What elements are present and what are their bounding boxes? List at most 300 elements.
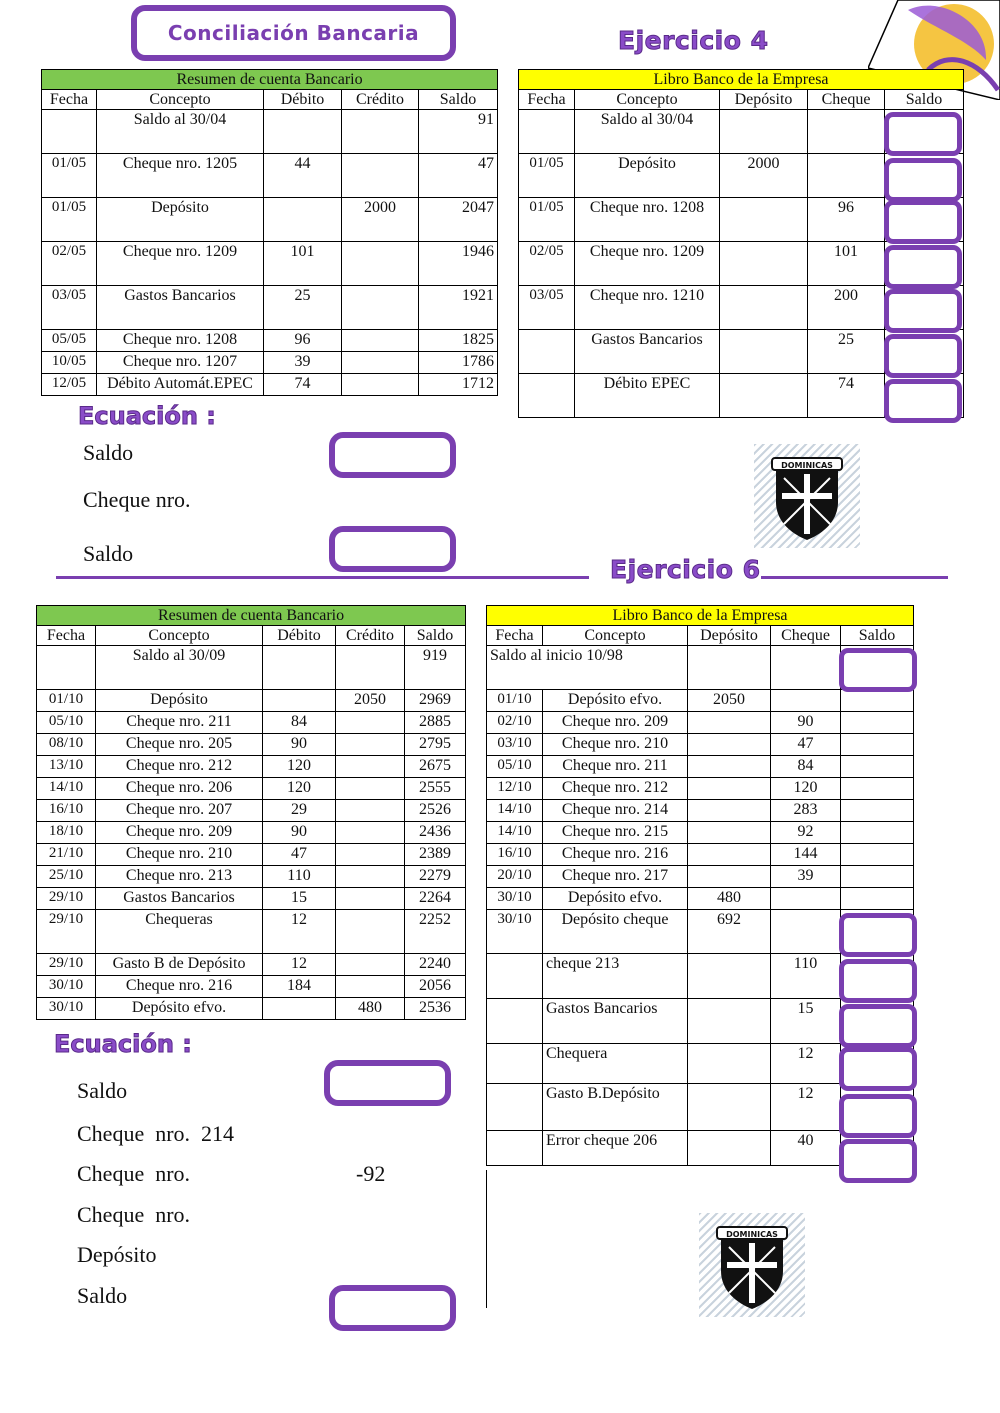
ex6-bank-cell: Chequeras <box>96 910 263 954</box>
ex6-company-cell: 01/10 <box>487 690 543 712</box>
ex6-company-header-4: Saldo <box>841 626 914 646</box>
ex6-eq-line-1: Saldo <box>77 1078 128 1103</box>
ex4-bank-cell <box>342 242 419 286</box>
ex6-company-row <box>487 800 914 822</box>
ex4-bank-row <box>42 286 498 330</box>
ex4-saldo-input-7[interactable] <box>884 379 962 423</box>
ex6-bank-cell <box>263 690 336 712</box>
ex6-company-cell <box>841 690 914 712</box>
ex4-company-cell <box>808 110 885 154</box>
ex4-company-cell: Débito EPEC <box>575 374 720 418</box>
ex6-bank-cell: 12 <box>263 910 336 954</box>
ex6-bank-cell: 29/10 <box>37 910 96 954</box>
ex6-bank-cell: 480 <box>336 998 405 1020</box>
ex4-bank-row <box>42 330 498 352</box>
ex6-bank-header-1: Concepto <box>96 626 263 646</box>
ex6-company-cell <box>487 1044 543 1084</box>
ex6-bank-cell <box>336 646 405 690</box>
ex4-company-cell: 25 <box>808 330 885 374</box>
ex4-bank-cell <box>342 352 419 374</box>
ex6-bank-cell: 2675 <box>405 756 466 778</box>
ex4-company-cell: 96 <box>808 198 885 242</box>
ex4-equation-title: Ecuación : <box>78 402 216 430</box>
ex6-bank-caption: Resumen de cuenta Bancario <box>37 606 466 626</box>
exercise-4-title: Ejercicio 4 <box>618 26 769 55</box>
ex6-company-cell: 16/10 <box>487 844 543 866</box>
ex6-bank-cell: 2536 <box>405 998 466 1020</box>
ex4-company-header-1: Concepto <box>575 90 720 110</box>
ex6-company-cell <box>688 1131 771 1166</box>
ex6-company-cell <box>688 844 771 866</box>
ex6-saldo-input-4[interactable] <box>839 1004 917 1048</box>
ex6-bank-row <box>37 646 466 690</box>
ex6-bank-cell: 84 <box>263 712 336 734</box>
logo-text-2: DOMINICAS <box>726 1230 778 1239</box>
ex4-bank-cell: 1712 <box>419 374 498 396</box>
ex4-bank-cell: Cheque nro. 1207 <box>97 352 264 374</box>
ex6-bank-cell: 15 <box>263 888 336 910</box>
school-logo <box>754 444 860 548</box>
ex6-bank-cell: 29 <box>263 800 336 822</box>
ex4-bank-cell: 05/05 <box>42 330 97 352</box>
ex6-bank-cell: Gasto B de Depósito <box>96 954 263 976</box>
ex6-bank-cell <box>263 646 336 690</box>
ex6-company-cell <box>771 888 841 910</box>
ex6-company-cell <box>688 756 771 778</box>
ex4-bank-cell: 12/05 <box>42 374 97 396</box>
ex6-equation-title: Ecuación : <box>54 1030 192 1058</box>
ex6-bank-table <box>36 605 466 1020</box>
ex4-company-cell <box>519 374 575 418</box>
ex4-bank-cell: 10/05 <box>42 352 97 374</box>
ex4-company-cell: Cheque nro. 1209 <box>575 242 720 286</box>
ex6-company-cell: Cheque nro. 214 <box>543 800 688 822</box>
ex6-company-cell <box>841 756 914 778</box>
ex6-bank-cell <box>336 888 405 910</box>
ex4-company-cell: 74 <box>808 374 885 418</box>
ex6-bank-row <box>37 954 466 976</box>
ex6-company-cell <box>688 646 771 690</box>
ex4-company-cell <box>720 242 808 286</box>
ex6-company-row <box>487 844 914 866</box>
ex6-bank-cell: 90 <box>263 734 336 756</box>
ex6-company-cell: Cheque nro. 212 <box>543 778 688 800</box>
ex4-company-cell: 02/05 <box>519 242 575 286</box>
ex4-company-cell <box>519 110 575 154</box>
ex6-eq-line-4: Cheque nro. <box>77 1202 191 1227</box>
ex6-bank-cell <box>336 734 405 756</box>
ex4-company-header-4: Saldo <box>885 90 964 110</box>
ex6-company-cell: 20/10 <box>487 866 543 888</box>
ex4-bank-cell <box>264 110 342 154</box>
ex6-company-row <box>487 888 914 910</box>
ex6-company-cell <box>688 800 771 822</box>
ex6-saldo-input-5[interactable] <box>839 1047 917 1091</box>
ex6-company-row <box>487 690 914 712</box>
ex6-company-cell: 2050 <box>688 690 771 712</box>
ex6-company-cell: 92 <box>771 822 841 844</box>
ex6-company-cell: Cheque nro. 211 <box>543 756 688 778</box>
ex4-company-cell <box>519 330 575 374</box>
ex4-bank-cell: 1786 <box>419 352 498 374</box>
ex6-company-cell: 120 <box>771 778 841 800</box>
ex6-company-cell: 692 <box>688 910 771 954</box>
ex6-bank-cell: 2795 <box>405 734 466 756</box>
ex6-company-cell <box>688 734 771 756</box>
ex6-bank-cell: Depósito <box>96 690 263 712</box>
ex6-company-cell <box>841 822 914 844</box>
ex6-bank-cell: 184 <box>263 976 336 998</box>
ex4-bank-cell: Gastos Bancarios <box>97 286 264 330</box>
ex6-bank-cell: 08/10 <box>37 734 96 756</box>
ex6-bank-cell <box>336 954 405 976</box>
ex4-company-cell: Saldo al 30/04 <box>575 110 720 154</box>
ex6-bank-cell: 2050 <box>336 690 405 712</box>
ex4-eq-saldo-label: Saldo <box>83 440 134 465</box>
ex6-bank-cell <box>336 910 405 954</box>
ex6-company-cell <box>487 1131 543 1166</box>
ex4-bank-cell <box>342 330 419 352</box>
ex6-company-cell: 39 <box>771 866 841 888</box>
ex4-bank-cell: 39 <box>264 352 342 374</box>
ex6-company-cell: 144 <box>771 844 841 866</box>
ex6-bank-row <box>37 712 466 734</box>
ex6-company-cell <box>487 1084 543 1131</box>
ex4-company-cell <box>808 154 885 198</box>
page-title: Conciliación Bancaria <box>131 5 456 61</box>
ex6-company-row <box>487 778 914 800</box>
ex4-bank-cell: 74 <box>264 374 342 396</box>
ex4-company-cell: 101 <box>808 242 885 286</box>
ex6-saldo-input-2[interactable] <box>839 913 917 957</box>
ex6-company-cell: 05/10 <box>487 756 543 778</box>
ex6-bank-cell: Cheque nro. 205 <box>96 734 263 756</box>
ex4-bank-cell: 44 <box>264 154 342 198</box>
ex6-company-cell <box>688 778 771 800</box>
ex6-company-caption: Libro Banco de la Empresa <box>487 606 914 626</box>
ex6-bank-cell: Cheque nro. 216 <box>96 976 263 998</box>
ex6-company-cell: Depósito efvo. <box>543 690 688 712</box>
ex4-bank-row <box>42 154 498 198</box>
ex6-bank-cell <box>336 976 405 998</box>
section-divider-left <box>56 576 589 579</box>
ex6-bank-header-3: Crédito <box>336 626 405 646</box>
ex4-bank-cell: 03/05 <box>42 286 97 330</box>
ex6-company-cell: 12/10 <box>487 778 543 800</box>
ex6-eq-line-5: Depósito <box>77 1242 157 1267</box>
ex4-company-cell: Cheque nro. 1210 <box>575 286 720 330</box>
ex4-company-cell: 03/05 <box>519 286 575 330</box>
ex6-bank-cell: 12 <box>263 954 336 976</box>
ex6-bank-cell: 2056 <box>405 976 466 998</box>
ex6-bank-cell <box>37 646 96 690</box>
ex6-bank-cell: 2240 <box>405 954 466 976</box>
ex6-company-cell <box>688 999 771 1044</box>
ex6-company-row <box>487 866 914 888</box>
ex6-company-cell: Gasto B.Depósito <box>543 1084 688 1131</box>
ex6-bank-header-2: Débito <box>263 626 336 646</box>
ex6-bank-cell: Gastos Bancarios <box>96 888 263 910</box>
ex6-company-cell <box>841 844 914 866</box>
section-divider-right <box>761 576 948 579</box>
ex4-bank-cell: 25 <box>264 286 342 330</box>
ex6-company-cell: 03/10 <box>487 734 543 756</box>
ex4-bank-cell: 1825 <box>419 330 498 352</box>
ex4-bank-cell <box>342 374 419 396</box>
ex4-bank-cell <box>342 110 419 154</box>
ex6-bank-cell <box>336 866 405 888</box>
ex6-company-cell <box>688 1044 771 1084</box>
ex6-bank-cell: Cheque nro. 206 <box>96 778 263 800</box>
ex4-bank-header-4: Saldo <box>419 90 498 110</box>
ex6-bank-cell <box>336 822 405 844</box>
ex6-bank-cell: 47 <box>263 844 336 866</box>
ex6-bank-cell: Cheque nro. 211 <box>96 712 263 734</box>
ex4-bank-header-0: Fecha <box>42 90 97 110</box>
ex6-bank-cell: 13/10 <box>37 756 96 778</box>
ex4-company-cell <box>720 110 808 154</box>
ex6-bank-cell: Cheque nro. 209 <box>96 822 263 844</box>
ex4-company-cell <box>720 198 808 242</box>
ex4-bank-header-3: Crédito <box>342 90 419 110</box>
ex4-bank-caption: Resumen de cuenta Bancario <box>42 70 498 90</box>
ex6-company-cell <box>841 888 914 910</box>
ex6-saldo-input-6[interactable] <box>839 1094 917 1138</box>
ex6-bank-cell: 2279 <box>405 866 466 888</box>
ex4-bank-cell: 47 <box>419 154 498 198</box>
ex6-bank-cell: 14/10 <box>37 778 96 800</box>
ex4-eq-saldo-input[interactable] <box>329 432 456 478</box>
logo-text: DOMINICAS <box>781 461 833 470</box>
ex4-company-cell: 200 <box>808 286 885 330</box>
ex4-bank-cell: 96 <box>264 330 342 352</box>
ex6-company-cell: 90 <box>771 712 841 734</box>
ex4-bank-cell: 02/05 <box>42 242 97 286</box>
ex6-company-cell <box>487 999 543 1044</box>
ex6-company-cell: Saldo al inicio 10/98 <box>487 646 688 690</box>
ex6-company-cell <box>688 1084 771 1131</box>
ex6-bank-cell: 01/10 <box>37 690 96 712</box>
ex6-company-cell <box>841 800 914 822</box>
ex4-bank-row <box>42 110 498 154</box>
ex4-saldo-input-2[interactable] <box>884 158 962 202</box>
ex4-bank-cell: 2047 <box>419 198 498 242</box>
ex4-bank-cell: Cheque nro. 1209 <box>97 242 264 286</box>
ex6-company-cell <box>688 822 771 844</box>
ex6-bank-cell: 2969 <box>405 690 466 712</box>
ex4-saldo-input-4[interactable] <box>884 245 962 289</box>
ex4-company-cell: Gastos Bancarios <box>575 330 720 374</box>
ex4-saldo-input-3[interactable] <box>884 200 962 244</box>
ex6-company-cell <box>841 734 914 756</box>
ex4-bank-cell <box>42 110 97 154</box>
ex6-company-cell: 14/10 <box>487 800 543 822</box>
ex4-bank-cell: 1921 <box>419 286 498 330</box>
ex6-company-cell: cheque 213 <box>543 954 688 999</box>
ex6-bank-cell <box>336 756 405 778</box>
ex6-saldo-input-7[interactable] <box>839 1139 917 1183</box>
ex4-bank-table <box>41 69 498 396</box>
ex6-bank-cell: 29/10 <box>37 954 96 976</box>
ex4-bank-row <box>42 242 498 286</box>
ex4-bank-cell: 2000 <box>342 198 419 242</box>
ex6-eq-value: -92 <box>356 1161 386 1186</box>
ex6-bank-cell: 919 <box>405 646 466 690</box>
ex6-bank-row <box>37 998 466 1020</box>
ex6-company-cell <box>771 646 841 690</box>
ex6-bank-cell <box>336 800 405 822</box>
ex6-bank-cell: 25/10 <box>37 866 96 888</box>
ex6-bank-cell: 120 <box>263 756 336 778</box>
ex6-saldo-input-1[interactable] <box>839 648 917 692</box>
ex6-company-row <box>487 734 914 756</box>
ex6-company-cell: 480 <box>688 888 771 910</box>
ex6-bank-row <box>37 690 466 712</box>
ex6-eq-line-3: Cheque nro. <box>77 1161 191 1186</box>
ex6-eq-line-6: Saldo <box>77 1283 128 1308</box>
ex4-bank-cell <box>342 286 419 330</box>
ex6-bank-row <box>37 976 466 998</box>
ex6-company-cell: 14/10 <box>487 822 543 844</box>
exercise-6-title: Ejercicio 6 <box>610 555 761 584</box>
ex4-company-cell <box>720 330 808 374</box>
ex6-eq-saldo-input[interactable] <box>324 1060 451 1106</box>
ex6-company-cell: Cheque nro. 210 <box>543 734 688 756</box>
ex4-company-header-2: Depósito <box>720 90 808 110</box>
ex4-eq-cheque-label: Cheque nro. <box>83 487 191 512</box>
ex6-bank-row <box>37 800 466 822</box>
ex6-bank-row <box>37 888 466 910</box>
ex6-eq-saldo2-input[interactable] <box>329 1285 456 1331</box>
ex4-bank-cell: Débito Automát.EPEC <box>97 374 264 396</box>
ex6-company-header-0: Fecha <box>487 626 543 646</box>
ex6-company-cell: Cheque nro. 216 <box>543 844 688 866</box>
ex6-bank-cell: Saldo al 30/09 <box>96 646 263 690</box>
ex6-company-cell: Depósito efvo. <box>543 888 688 910</box>
ex6-bank-cell: 2264 <box>405 888 466 910</box>
ex6-bank-row <box>37 866 466 888</box>
ex6-bank-row <box>37 910 466 954</box>
ex6-company-cell: 283 <box>771 800 841 822</box>
ex6-bank-cell: 18/10 <box>37 822 96 844</box>
ex6-company-cell <box>487 954 543 999</box>
ex6-company-cell: Cheque nro. 215 <box>543 822 688 844</box>
ex6-company-cell: Cheque nro. 209 <box>543 712 688 734</box>
ex4-bank-cell: Cheque nro. 1205 <box>97 154 264 198</box>
ex6-company-cell <box>688 712 771 734</box>
ex4-saldo-input-1[interactable] <box>884 112 962 156</box>
ex6-saldo-input-3[interactable] <box>839 959 917 1003</box>
ex6-bank-cell: 16/10 <box>37 800 96 822</box>
ex6-company-cell <box>841 778 914 800</box>
ex6-bank-cell: 2885 <box>405 712 466 734</box>
ex4-bank-row <box>42 352 498 374</box>
ex4-eq-saldo2-label: Saldo <box>83 541 134 566</box>
ex6-company-cell: 110 <box>771 954 841 999</box>
ex6-company-cell <box>841 866 914 888</box>
ex6-bank-cell: 30/10 <box>37 998 96 1020</box>
ex6-company-cell: 47 <box>771 734 841 756</box>
ex6-company-cell: 12 <box>771 1084 841 1131</box>
ex4-company-cell: 2000 <box>720 154 808 198</box>
ex6-company-cell: Cheque nro. 217 <box>543 866 688 888</box>
ex6-bank-row <box>37 756 466 778</box>
ex4-company-header-3: Cheque <box>808 90 885 110</box>
ex6-bank-cell: 110 <box>263 866 336 888</box>
ex6-company-cell: 12 <box>771 1044 841 1084</box>
school-logo-2 <box>699 1213 805 1317</box>
ex6-bank-row <box>37 844 466 866</box>
ex6-bank-cell: 21/10 <box>37 844 96 866</box>
ex4-company-cell: Depósito <box>575 154 720 198</box>
ex6-bank-row <box>37 822 466 844</box>
ex6-bank-cell: 2555 <box>405 778 466 800</box>
ex4-bank-cell: 101 <box>264 242 342 286</box>
ex6-bank-cell: 2252 <box>405 910 466 954</box>
ex6-company-cell: 30/10 <box>487 910 543 954</box>
ex6-company-cell <box>771 910 841 954</box>
ex4-company-cell: Cheque nro. 1208 <box>575 198 720 242</box>
ex6-bank-row <box>37 734 466 756</box>
ex6-company-cell: Depósito cheque <box>543 910 688 954</box>
ex6-company-cell: 30/10 <box>487 888 543 910</box>
ex6-bank-header-0: Fecha <box>37 626 96 646</box>
ex6-company-row <box>487 712 914 734</box>
ex6-company-cell: 02/10 <box>487 712 543 734</box>
ex4-company-caption: Libro Banco de la Empresa <box>519 70 964 90</box>
ex4-company-cell <box>720 286 808 330</box>
ex4-saldo-input-5[interactable] <box>884 289 962 333</box>
ex6-company-header-1: Concepto <box>543 626 688 646</box>
ex6-bank-header-4: Saldo <box>405 626 466 646</box>
ex4-saldo-input-6[interactable] <box>884 334 962 378</box>
ex6-bank-cell: 120 <box>263 778 336 800</box>
ex6-bank-cell: Cheque nro. 207 <box>96 800 263 822</box>
ex6-bank-cell: 90 <box>263 822 336 844</box>
ex6-company-cell <box>688 866 771 888</box>
ex6-bank-cell <box>336 712 405 734</box>
ex6-company-header-2: Depósito <box>688 626 771 646</box>
ex4-company-cell: 01/05 <box>519 154 575 198</box>
ex6-bank-cell <box>336 778 405 800</box>
ex6-eq-line-2: Cheque nro. 214 <box>77 1121 235 1146</box>
ex6-bank-cell: 2526 <box>405 800 466 822</box>
ex4-bank-header-2: Débito <box>264 90 342 110</box>
ex4-bank-cell: 91 <box>419 110 498 154</box>
ex4-bank-cell: 01/05 <box>42 198 97 242</box>
ex6-bank-cell: Cheque nro. 212 <box>96 756 263 778</box>
ex4-company-cell <box>720 374 808 418</box>
ex4-bank-row <box>42 374 498 396</box>
ex4-bank-cell: Saldo al 30/04 <box>97 110 264 154</box>
ex6-bank-cell: Cheque nro. 213 <box>96 866 263 888</box>
ex6-company-cell <box>841 712 914 734</box>
ex4-bank-cell: Depósito <box>97 198 264 242</box>
ex4-bank-cell: Cheque nro. 1208 <box>97 330 264 352</box>
ex4-bank-cell: 1946 <box>419 242 498 286</box>
ex6-company-cell: Chequera <box>543 1044 688 1084</box>
ex6-company-cell: Gastos Bancarios <box>543 999 688 1044</box>
ex6-bank-cell: 30/10 <box>37 976 96 998</box>
ex6-company-cell: Error cheque 206 <box>543 1131 688 1166</box>
ex6-bank-cell <box>263 998 336 1020</box>
ex4-eq-saldo2-input[interactable] <box>329 526 456 572</box>
ex4-bank-row <box>42 198 498 242</box>
ex6-company-row <box>487 822 914 844</box>
ex6-company-cell <box>688 954 771 999</box>
ex6-bank-cell: 2436 <box>405 822 466 844</box>
ex6-company-cell: 84 <box>771 756 841 778</box>
